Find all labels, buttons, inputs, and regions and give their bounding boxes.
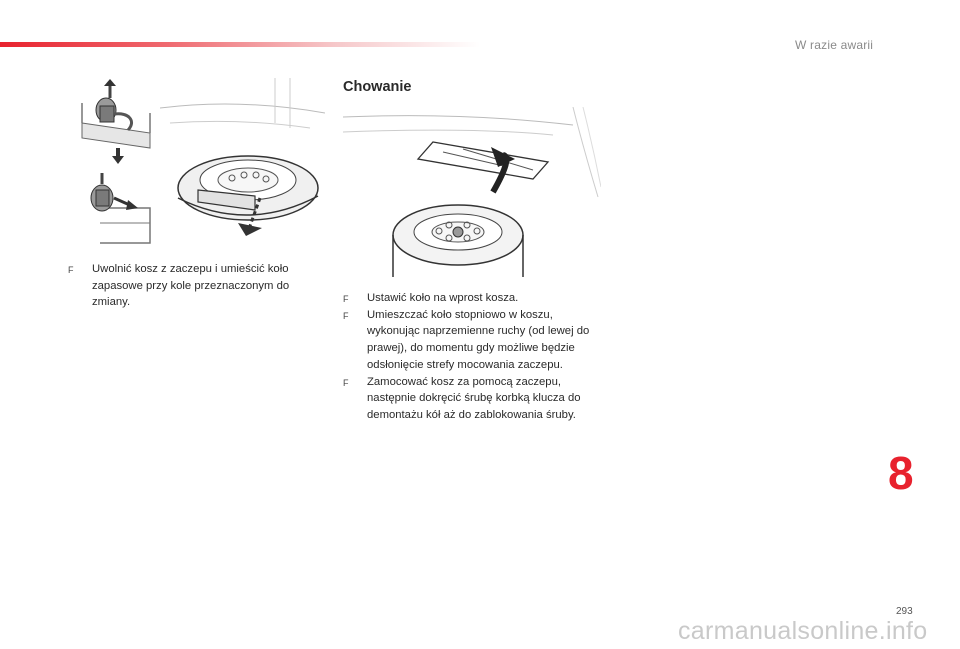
right-steps-list (343, 290, 603, 424)
bullet-icon: F (68, 265, 74, 275)
list-item (343, 374, 603, 424)
spare-wheel-stowing-illustration (343, 107, 601, 280)
bullet-icon: F (343, 294, 349, 304)
hook-release-illustration-top (80, 78, 152, 166)
list-item (68, 261, 300, 311)
watermark-text: carmanualsonline.info (678, 617, 928, 645)
list-item (343, 307, 603, 374)
section-title: W razie awarii (795, 38, 874, 52)
header-accent-bar (0, 42, 480, 47)
page-number: 293 (896, 606, 913, 617)
left-steps-list (68, 261, 300, 311)
step-text: Zamocować kosz za pomocą zaczepu, następnie dokręcić śrubę korbką klucza do demontażu kół aż do zablokowania śruby. (367, 375, 581, 421)
chapter-number: 8 (888, 447, 914, 499)
step-text: Umieszczać koło stopniowo w koszu, wykonując naprzemienne ruchy (od lewej do prawej), do momentu gdy możliwe będzie odsłonięcie strefy mocowania zaczepu. (367, 308, 590, 371)
step-text: Uwolnić kosz z zaczepu i umieścić koło zapasowe przy kole przeznaczonym do zmiany. (92, 263, 290, 309)
hook-release-illustration-bottom (80, 168, 152, 248)
bullet-icon: F (343, 377, 349, 388)
bullet-icon: F (343, 310, 349, 321)
spare-wheel-lowered-illustration (160, 78, 325, 248)
step-text: Ustawić koło na wprost kosza. (367, 292, 519, 304)
list-item (343, 290, 603, 307)
heading-storage: Chowanie (343, 79, 412, 95)
